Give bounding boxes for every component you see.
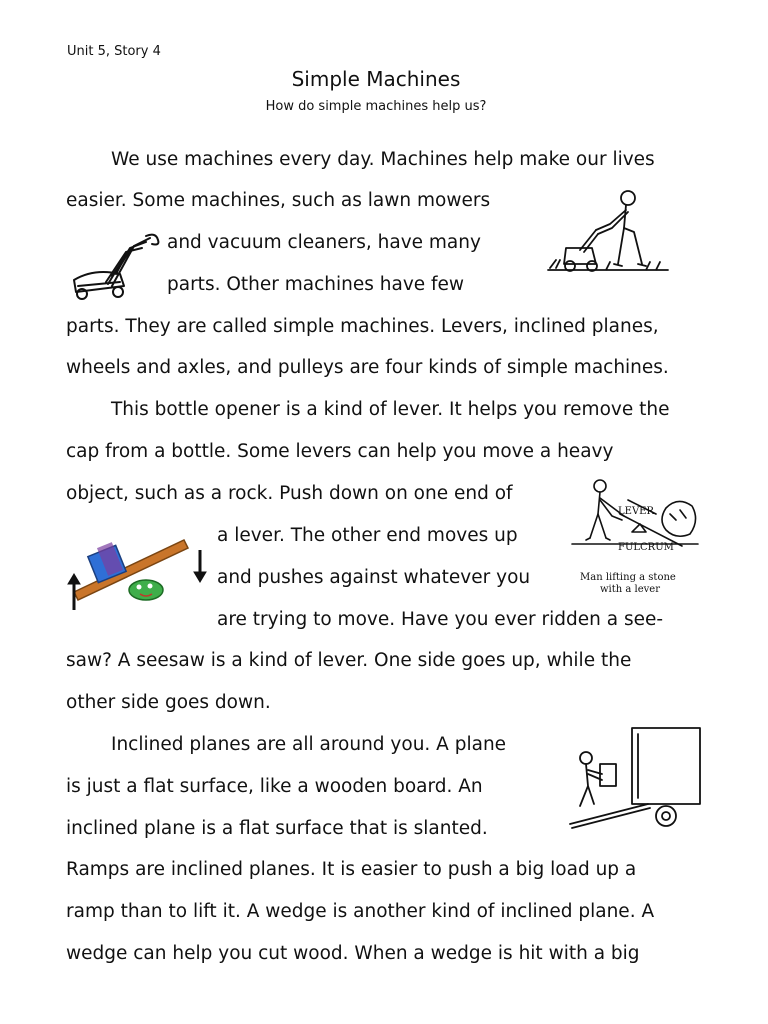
ramp-cart-icon bbox=[568, 724, 704, 832]
text-line: and vacuum cleaners, have many bbox=[167, 232, 481, 253]
text-line: parts. Other machines have few bbox=[167, 274, 465, 295]
text-line: easier. Some machines, such as lawn mowers bbox=[66, 190, 491, 211]
lever-label: LEVER bbox=[618, 506, 654, 517]
text-line: parts. They are called simple machines. Levers, inclined planes, bbox=[66, 316, 659, 337]
caption-line-1: Man lifting a stone bbox=[580, 572, 676, 583]
text-line: ramp than to lift it. A wedge is another kind of inclined plane. A bbox=[66, 901, 655, 922]
man-lever-stone-icon bbox=[570, 474, 700, 596]
text-line: object, such as a rock. Push down on one end of bbox=[66, 483, 513, 504]
text-line: are trying to move. Have you ever ridden a see- bbox=[217, 609, 664, 630]
text-line: a lever. The other end moves up bbox=[217, 525, 518, 546]
text-line: other side goes down. bbox=[66, 692, 271, 713]
seesaw-lever-icon bbox=[66, 526, 214, 616]
text-line: cap from a bottle. Some levers can help you move a heavy bbox=[66, 441, 614, 462]
text-line: This bottle opener is a kind of lever. It helps you remove the bbox=[111, 399, 670, 420]
text-line: saw? A seesaw is a kind of lever. One side goes up, while the bbox=[66, 650, 632, 671]
text-line: is just a flat surface, like a wooden board. An bbox=[66, 776, 483, 797]
lawn-mower-icon bbox=[546, 188, 672, 278]
page-subtitle: How do simple machines help us? bbox=[265, 99, 487, 114]
text-line: wheels and axles, and pulleys are four kinds of simple machines. bbox=[66, 357, 669, 378]
text-line: inclined plane is a flat surface that is slanted. bbox=[66, 818, 488, 839]
text-line: wedge can help you cut wood. When a wedge is hit with a big bbox=[66, 943, 640, 964]
text-line: and pushes against whatever you bbox=[217, 567, 531, 588]
text-line: Inclined planes are all around you. A plane bbox=[111, 734, 507, 755]
vacuum-cleaner-icon bbox=[64, 228, 164, 302]
caption-line-2: with a lever bbox=[600, 584, 660, 595]
fulcrum-label: FULCRUM bbox=[618, 542, 674, 553]
page-title: Simple Machines bbox=[291, 67, 461, 91]
story-label: Unit 5, Story 4 bbox=[67, 44, 161, 59]
text-line: We use machines every day. Machines help make our lives bbox=[111, 149, 655, 170]
text-line: Ramps are inclined planes. It is easier to push a big load up a bbox=[66, 859, 637, 880]
